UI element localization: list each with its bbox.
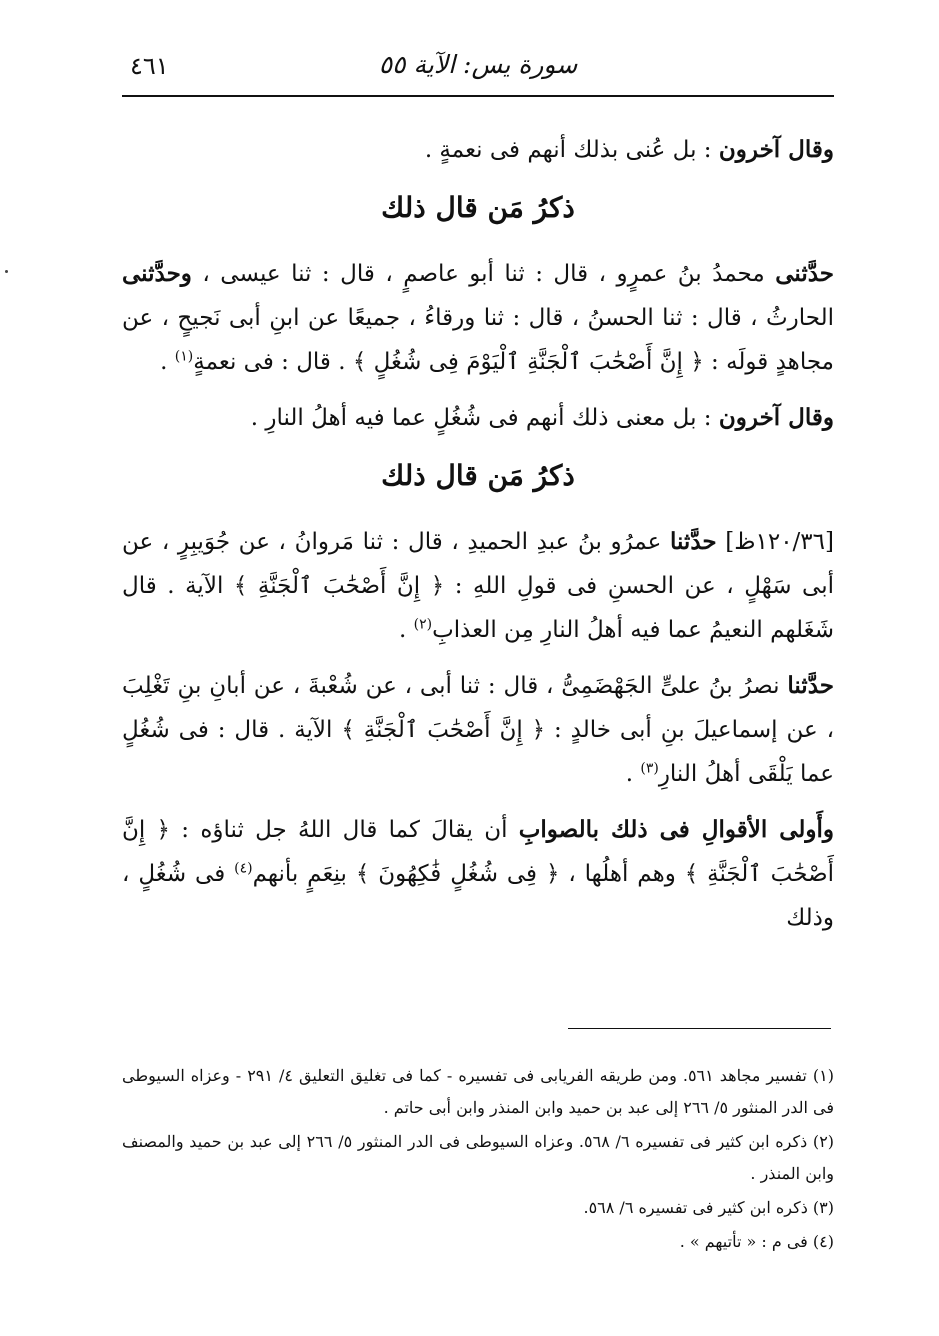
page-number: ٤٦١ [130, 52, 169, 80]
footnote-rule [568, 1028, 831, 1029]
paragraph [122, 128, 834, 172]
paragraph-text: نصرُ بنُ علىٍّ الجَهْضَمِىُّ ، قال : ثنا أبى ، عن شُعْبةَ ، عن أبانِ بنِ تَغْلِبَ ، عن إسماعيلَ بنِ أبى خالدٍ : ﴿ إِنَّ أَصْحَٰبَ ٱلْجَنَّةِ ﴾ الآية . قال : فى شُغُلٍ عما يَلْقَى أهلُ النارِ [122, 673, 834, 787]
paragraph-end: . [625, 761, 641, 787]
section-heading: ذكرُ مَن قال ذلك [381, 191, 575, 224]
paragraph-lead: حدَّثنا [669, 528, 717, 555]
paragraph [122, 252, 834, 384]
paragraph-end: . [399, 617, 414, 643]
page-header [122, 44, 834, 94]
main-text [122, 128, 834, 952]
paragraph [122, 396, 834, 440]
paragraph-lead: وقال آخرون [718, 136, 834, 163]
footnote-reference[interactable]: (٤) [234, 860, 253, 877]
paragraph-lead: حدَّثنى [775, 260, 835, 287]
section-heading: ذكرُ مَن قال ذلك [381, 459, 575, 492]
footnote-reference[interactable]: (٣) [640, 760, 659, 777]
paragraph-lead: وحدَّثنى [122, 260, 192, 287]
footnotes [122, 1060, 834, 1260]
paragraph-text: : بل معنى ذلك أنهم فى شُغُلٍ عما فيه أهلُ النارِ . [250, 405, 712, 431]
footnote: (١) تفسير مجاهد ٥٦١. ومن طريقه الفريابى فى تفسيره - كما فى تغليق التعليق ٤/ ٢٩١ - وعزاه السيوطى فى الدر المنثور ٥/ ٢٦٦ إلى عبد بن حميد وابن المنذر وابن أبى حاتم . [122, 1066, 835, 1117]
paragraph-text: عمرُو بنُ عبدِ الحميدِ ، قال : ثنا مَروانُ ، عن جُوَيبِرٍ ، عن أبى سَهْلٍ ، عن الحسنِ فى قولِ اللهِ : ﴿ إِنَّ أَصْحَٰبَ ٱلْجَنَّةِ ﴾ الآية . قال شَغَلهم النعيمُ عما فيه أهلُ النارِ مِن العذابِ [122, 529, 834, 643]
paragraph [122, 520, 834, 652]
footnote: (٣) ذكره ابن كثير فى تفسيره ٦/ ٥٦٨. [583, 1198, 834, 1217]
footnote-reference[interactable]: (٢) [413, 616, 433, 633]
paragraph [122, 664, 834, 796]
paragraph-text: فى شُغُلٍ ، وذلك [122, 861, 834, 931]
manuscript-marker: [١٢٠/٣٦ظ] [725, 529, 835, 555]
running-title: سورة يس: الآية ٥٥ [378, 50, 578, 79]
header-rule [122, 95, 834, 97]
scan-speck [5, 270, 8, 273]
paragraph-end: . [160, 349, 175, 375]
paragraph-text: أن يقالَ كما قال اللهُ جل ثناؤه : ﴿ إِنَّ أَصْحَٰبَ ٱلْجَنَّةِ ﴾ وهم أهلُها ، ﴿ فِى شُغُلٍ فَٰكِهُونَ ﴾ بنِعَمٍ بأنهم [122, 817, 834, 887]
footnote: (٢) ذكره ابن كثير فى تفسيره ٦/ ٥٦٨. وعزاه السيوطى فى الدر المنثور ٥/ ٢٦٦ إلى عبد بن حميد والمصنف وابن المنذر . [122, 1132, 835, 1183]
paragraph-text: محمدُ بنُ عمرٍو ، قال : ثنا أبو عاصمٍ ، قال : ثنا عيسى ، [191, 261, 765, 287]
paragraph-lead: وأَولى الأقوالِ فى ذلك بالصوابِ [518, 816, 834, 843]
paragraph-lead: حدَّثنا [787, 672, 834, 699]
paragraph-text: الحارثُ ، قال : ثنا الحسنُ ، قال : ثنا ورقاءُ ، جميعًا عن ابنِ أبى نَجيحٍ ، عن مجاهدٍ قولَه : ﴿ إِنَّ أَصْحَٰبَ ٱلْجَنَّةِ ٱلْيَوْمَ فِى شُغُلٍ ﴾ . قال : فى نعمةٍ [122, 305, 834, 375]
paragraph-lead: وقال آخرون [718, 404, 834, 431]
paragraph-text: : بل عُنى بذلك أنهم فى نعمةٍ . [424, 137, 712, 163]
paragraph [122, 808, 834, 940]
footnote: (٤) فى م : « تأتيهم » . [679, 1232, 834, 1251]
footnote-reference[interactable]: (١) [174, 348, 194, 365]
